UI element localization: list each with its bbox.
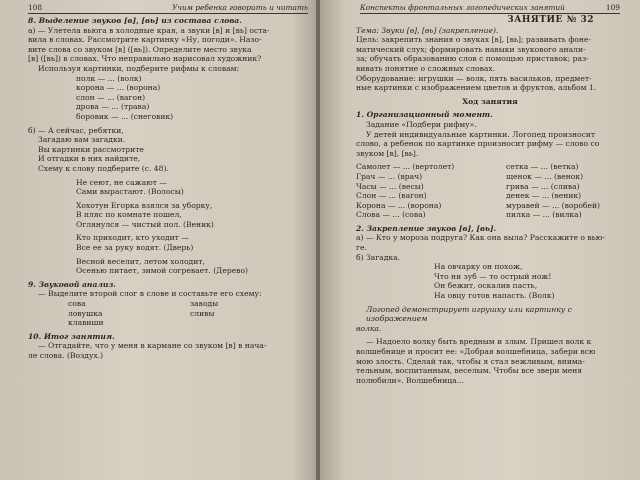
poem-line: Он бежит, оскалив пасть, (434, 281, 538, 291)
text-line: Задание «Подбери рифму». (366, 119, 477, 129)
section-9-title: 9. Звуковой анализ. (28, 279, 116, 289)
section-8-title: 8. Выделение звуков [в], [вь] из состава слова. (28, 16, 242, 25)
word: сова (68, 299, 86, 309)
course-title: Ход занятия (462, 96, 518, 106)
text-line: вила в словах. Рассмотрите картинку «Ну, погоди». Назо- (28, 35, 262, 45)
riddle-line: Не сеют, не сажают — (76, 177, 167, 187)
text-line: а) — Кто у мороза подруга? Как она выла? Расскажите о вью- (356, 233, 605, 243)
rhyme-left: Слова — ... (сова) (356, 210, 426, 220)
text-line: И отгадки в них найдите, (38, 154, 141, 164)
rhyme-pair-row (356, 201, 624, 211)
rhyme-left: Часы — ... (весы) (356, 181, 424, 191)
rhyme-pair-row (356, 172, 624, 182)
right-page-body (356, 16, 624, 385)
text-line: вивать понятие о сложных словах. (356, 63, 496, 73)
left-page-number: 108 (28, 3, 43, 12)
rhyme-left: Грач — ... (врач) (356, 171, 423, 181)
poem-line: На овчарку он похож, (434, 262, 523, 272)
riddle-line: Осенью питает, зимой согревает. (Дерево) (76, 266, 249, 276)
rhyme-left: Самолет — ... (вертолет) (356, 162, 455, 172)
word: клавиши (68, 318, 104, 328)
rhyme-left: Слон — ... (вагон) (356, 191, 427, 201)
riddle-line: Весной веселит, летом холодит, (76, 256, 205, 266)
section-1-title: 1. Организационный момент. (356, 110, 493, 120)
text-line: звуком [в], [вь]. (356, 148, 419, 158)
riddle-line: В пляс по комнате пошел, (76, 210, 182, 220)
left-header-title: Учим ребенка говорить и читать (172, 3, 308, 12)
text-line: б) — А сейчас, ребятки, (28, 125, 124, 135)
rhyme-pair-row (356, 191, 624, 201)
note-line: волка. (356, 323, 382, 333)
text-line: матический слух; формировать навыки звукового анали- (356, 44, 586, 54)
rhyme-pair-row (356, 182, 624, 192)
text-line: волшебнице и просит ее: «Добрая волшебница, забери всю (356, 347, 596, 356)
left-running-header (28, 3, 308, 14)
riddle-line: Все ее за руку водят. (Дверь) (76, 243, 194, 253)
text-line: мою злость. Сделай так, чтобы я стал вежливым, внима- (356, 356, 585, 366)
rhyme-pair-row (356, 210, 624, 220)
text-line: — Надоело волку быть вредным и злым. Пришел волк к (366, 337, 592, 347)
rhyme-line: слон — ... (вагон) (76, 92, 146, 102)
text-line: — Отгадайте, что у меня в кармане со звуком [в] в нача- (38, 341, 267, 351)
text-line: У детей индивидуальные картинки. Логопед произносит (366, 129, 596, 139)
text-line: а) — Улетела вьюга в холодные края, а звуки [в] и [вь] оста- (28, 25, 270, 35)
rhyme-right: муравей — ... (воробей) (506, 200, 601, 210)
rhyme-right: денек — ... (веник) (506, 191, 582, 201)
left-page (0, 0, 318, 480)
right-page (320, 0, 640, 480)
word-columns (28, 299, 312, 328)
riddle-line: Кто приходит, кто уходит — (76, 233, 189, 243)
text-line: за; обучать образованию слов с помощью приставок; раз- (356, 54, 589, 64)
text-line: [в] ([вь]) в словах. Что неправильно нарисовал художник? (28, 54, 262, 64)
lesson-title: ЗАНЯТИЕ № 32 (507, 15, 594, 25)
poem-line: На овцу готов напасть. (Волк) (434, 291, 555, 301)
text-line: ные картинки с изображением цветов и фруктов, альбом 1. (356, 83, 597, 93)
text-line: Оборудование: игрушки — волк, пять васильков, предмет- (356, 73, 592, 83)
text-line: слово, а ребенок по картинке произносит рифму — слово со (356, 139, 600, 149)
text-line: — Выделите второй слог в слове и составьте его схему: (38, 289, 262, 299)
rhyme-right: грива — ... (слива) (506, 181, 580, 191)
text-line: Схему к слову подберите (с. 48). (38, 163, 169, 173)
riddle-line: Сами вырастают. (Волосы) (76, 187, 184, 197)
right-page-number: 109 (605, 3, 620, 12)
poem-line: Что ни зуб — то острый нож! (434, 271, 552, 281)
rhyme-line: дрова — ... (трава) (76, 102, 150, 112)
text-line: Используя картинки, подберите рифмы к словам: (38, 63, 240, 73)
left-page-body (28, 16, 312, 361)
word: сливы (190, 308, 215, 318)
text-line: вите слова со звуком [в] ([вь]). Определите место звука (28, 44, 252, 54)
text-line: Вы картинки рассмотрите (38, 144, 144, 154)
rhyme-right: сетка — ... (ветка) (506, 162, 579, 172)
rhyme-line: корона — ... (ворона) (76, 83, 161, 93)
riddle-line: Хохотун Егорка взялся за уборку, (76, 200, 213, 210)
rhyme-pair-row (356, 162, 624, 172)
rhyme-line: полк — ... (волк) (76, 73, 142, 83)
word: заводы (190, 299, 219, 309)
rhyme-right: щенок — ... (венок) (506, 171, 584, 181)
text-line: ле слова. (Воздух.) (28, 351, 104, 360)
text-line: полюбили». Волшебница... (356, 375, 464, 385)
right-header-title: Конспекты фронтальных логопедических занятий (360, 3, 565, 12)
word: ловушка (68, 308, 103, 318)
text-line: б) Загадка. (356, 252, 401, 262)
text-line: ге. (356, 243, 367, 253)
text-line: тельным, воспитанным, веселым. Чтобы все звери меня (356, 366, 583, 376)
rhyme-line: боровик — ... (снеговик) (76, 111, 174, 121)
section-10-title: 10. Итог занятия. (28, 331, 115, 341)
text-line: Загадаю вам загадки. (38, 135, 126, 145)
right-running-header (360, 3, 620, 14)
rhyme-left: Корона — ... (ворона) (356, 200, 442, 210)
text-line: Цель: закрепить знания о звуках [в], [вь]; развивать фоне- (356, 35, 591, 45)
section-2-title: 2. Закрепление звуков [в], [вь]. (356, 223, 497, 233)
riddle-line: Оглянулся — чистый пол. (Веник) (76, 219, 214, 229)
rhyme-right: пилка — ... (вилка) (506, 210, 582, 220)
topic-line: Тема: Звуки [в], [вь] (закрепление). (356, 25, 499, 35)
note-line: Логопед демонстрирует игрушку или картинку с изображением (366, 304, 572, 324)
